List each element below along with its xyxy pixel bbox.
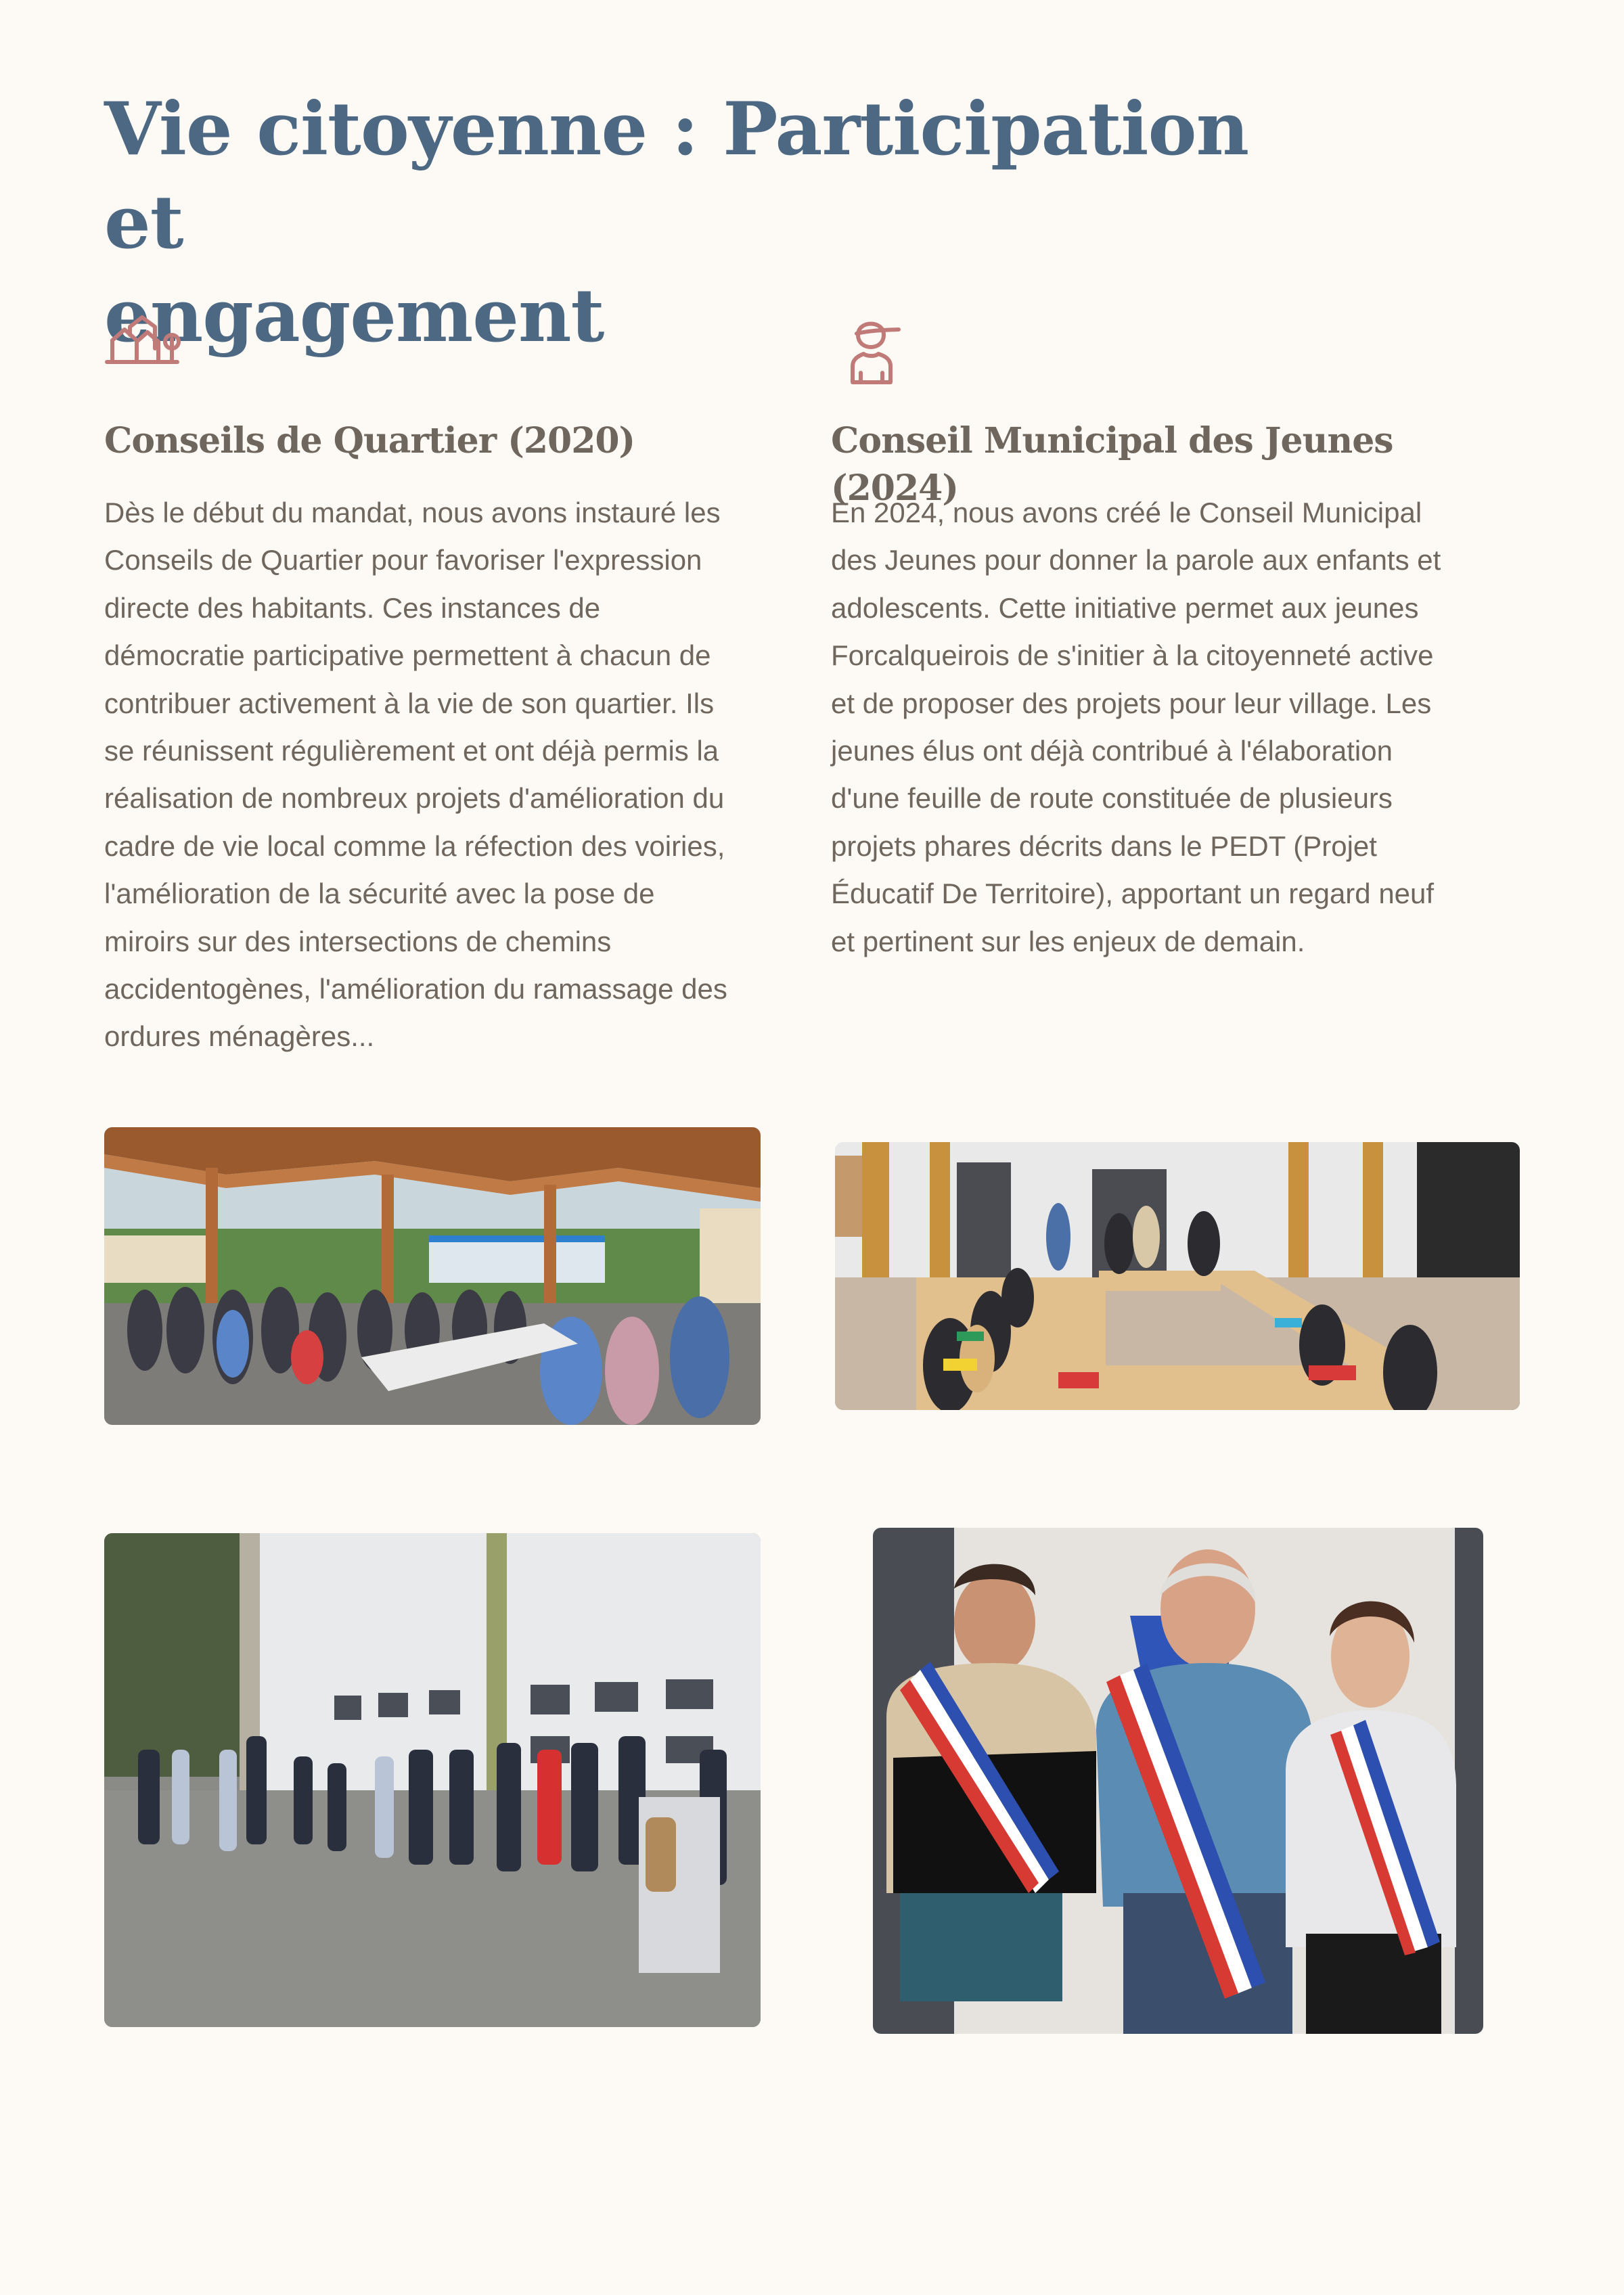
section-youth-council <box>831 308 1514 957</box>
section-heading: Conseils de Quartier (2020) <box>104 420 635 461</box>
section-neighborhood-councils <box>104 308 788 1053</box>
section-body: Dès le début du mandat, nous avons instauré les Conseils de Quartier pour favoriser l'expression directe des habitants. Ces instances de démocratie participative permettent à chacun de contribuer activement à la vie de son quartier. Ils se réunissent régulièrement et ont déjà permis la réalisation de nombreux projets d'amélioration du cadre de vie local comme la réfection des voiries, l'amélioration de la sécurité avec la pose de miroirs sur des intersections de chemins accidentogènes, l'amélioration du ramassage des ordures ménagères... <box>104 497 727 1053</box>
photo-neighborhood-council-meeting <box>104 1127 761 1425</box>
section-body: En 2024, nous avons créé le Conseil Municipal des Jeunes pour donner la parole aux enfants et adolescents. Cette initiative permet aux jeunes Forcalqueirois de s'initier à la citoyenneté active et de proposer des projets pour leur village. Les jeunes élus ont déjà contribué à l'élaboration d'une feuille de route constituée de plusieurs projets phares décrits dans le PEDT (Projet Éducatif De Territoire), apportant un regard neuf et pertinent sur les enjeux de demain. <box>831 497 1441 957</box>
photo-ceremony-fire-station <box>104 1533 761 2027</box>
page-title-line-1: Vie citoyenne : Participation et <box>104 87 1249 265</box>
page-title-line-2: engagement <box>104 273 604 359</box>
young-person-cap-icon <box>831 308 1514 389</box>
houses-tree-icon <box>104 308 788 389</box>
section-heading: Conseil Municipal des Jeunes (2024) <box>831 420 1393 509</box>
photo-mayor-with-young-councillors <box>873 1528 1483 2034</box>
photo-youth-council-session <box>835 1142 1520 1410</box>
